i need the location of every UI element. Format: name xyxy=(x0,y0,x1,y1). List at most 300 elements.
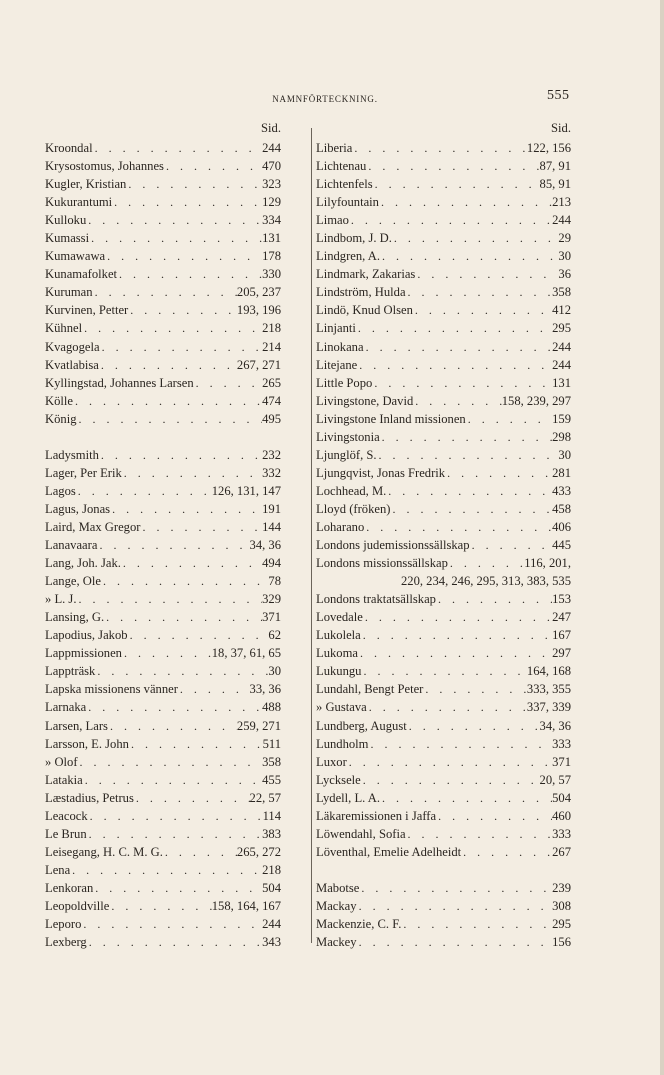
dot-leader xyxy=(81,915,262,933)
entry-pages: 158, 239, 297 xyxy=(501,393,571,408)
entry-name: Lichtenau xyxy=(316,159,367,174)
index-entry xyxy=(316,644,571,662)
dot-leader xyxy=(100,338,263,356)
dot-leader xyxy=(406,825,553,843)
index-entry xyxy=(316,626,571,644)
dot-leader xyxy=(361,626,552,644)
index-entry xyxy=(316,933,571,951)
entry-name: Liberia xyxy=(316,141,353,155)
entry-name: Lena xyxy=(45,862,71,877)
dot-leader xyxy=(361,771,540,789)
entry-pages: 244 xyxy=(552,213,571,228)
dot-leader xyxy=(105,247,262,265)
dot-leader xyxy=(126,175,262,193)
dot-leader xyxy=(352,139,527,157)
entry-name: Lundberg, August xyxy=(316,718,407,733)
entry-name: Lexberg xyxy=(45,935,87,950)
entry-pages: 29 xyxy=(558,231,571,246)
index-entry xyxy=(316,897,571,915)
index-entry xyxy=(45,374,281,392)
index-entry xyxy=(316,283,571,301)
index-entry xyxy=(45,265,281,283)
entry-pages: 358 xyxy=(262,754,281,769)
dot-leader xyxy=(380,789,552,807)
dot-leader xyxy=(93,879,262,897)
dot-leader xyxy=(347,753,552,771)
index-entry xyxy=(316,428,571,446)
entry-name: Livingstone, David xyxy=(316,393,414,408)
column-heading: Sid. xyxy=(551,121,571,135)
entry-pages: 323 xyxy=(262,177,281,192)
entry-name: Kvatlabisa xyxy=(45,357,99,372)
index-entry xyxy=(316,175,571,193)
entry-pages: 34, 36 xyxy=(539,718,571,733)
entry-pages: 191 xyxy=(262,501,281,516)
index-entry xyxy=(316,301,571,319)
entry-name: Little Popo xyxy=(316,375,373,390)
entry-name: Linokana xyxy=(316,339,364,354)
index-entry xyxy=(45,482,281,500)
index-entry xyxy=(316,554,571,572)
entry-pages: 247 xyxy=(552,610,571,625)
index-entry xyxy=(316,843,571,861)
entry-pages: 158, 164, 167 xyxy=(211,898,281,913)
entry-name: Lycksele xyxy=(316,772,361,787)
entry-name: Löwendahl, Sofia xyxy=(316,826,406,841)
index-entry xyxy=(45,193,281,211)
entry-name: Lukoma xyxy=(316,646,358,661)
entry-name: Lager, Per Erik xyxy=(45,465,122,480)
index-entry xyxy=(316,374,571,392)
index-entry xyxy=(45,319,281,337)
entry-name: Lapodius, Jakob xyxy=(45,628,128,643)
entry-name: Kuruman xyxy=(45,285,93,300)
dot-leader xyxy=(110,500,262,518)
entry-pages: 178 xyxy=(262,249,281,264)
index-entry xyxy=(45,771,281,789)
entry-pages: 164, 168 xyxy=(526,664,571,679)
entry-pages: 433 xyxy=(552,483,571,498)
dot-leader xyxy=(112,193,262,211)
dot-leader xyxy=(99,446,262,464)
dot-leader xyxy=(367,698,527,716)
entry-name: Lydell, L. A. xyxy=(316,790,381,805)
index-entry xyxy=(316,518,571,536)
dot-leader xyxy=(415,265,558,283)
entry-name: Larsson, E. John xyxy=(45,736,129,751)
entry-pages: 330 xyxy=(262,267,281,282)
dot-leader xyxy=(407,717,540,735)
entry-name: Kugler, Kristian xyxy=(45,177,127,192)
entry-pages: 474 xyxy=(262,393,281,408)
dot-leader xyxy=(78,753,263,771)
index-entry xyxy=(45,915,281,933)
dot-leader xyxy=(386,482,552,500)
index-entry xyxy=(45,356,281,374)
dot-leader xyxy=(380,428,552,446)
entry-pages: 205, 237 xyxy=(236,285,281,300)
entry-name: Kölle xyxy=(45,393,73,408)
column-heading: Sid. xyxy=(261,121,281,135)
entry-name: Leopoldville xyxy=(45,898,110,913)
dot-leader xyxy=(117,265,262,283)
index-entry xyxy=(316,807,571,825)
dot-leader xyxy=(108,717,237,735)
dot-leader xyxy=(445,464,552,482)
entry-pages: 337, 339 xyxy=(526,700,571,715)
entry-name: Lapska missionens vänner xyxy=(45,682,178,697)
entry-pages: 126, 131, 147 xyxy=(211,483,281,498)
entry-name: Lundholm xyxy=(316,736,369,751)
entry-pages: 30 xyxy=(558,249,571,264)
entry-name: Kukurantumi xyxy=(45,195,113,210)
index-entry xyxy=(316,464,571,482)
index-entry xyxy=(316,698,571,716)
index-entry xyxy=(316,356,571,374)
entry-name: Ladysmith xyxy=(45,447,99,462)
entry-name: Kühnel xyxy=(45,321,83,336)
dot-leader xyxy=(357,933,553,951)
dot-leader xyxy=(406,283,553,301)
index-entry xyxy=(45,229,281,247)
entry-name: Mackay xyxy=(316,898,357,913)
entry-pages: 298 xyxy=(552,429,571,444)
dot-leader xyxy=(88,807,263,825)
entry-name: Le Brun xyxy=(45,826,87,841)
entry-pages: 445 xyxy=(552,538,571,553)
index-entry xyxy=(316,735,571,753)
index-entry xyxy=(316,680,571,698)
dot-leader xyxy=(87,825,262,843)
entry-name: Kumawawa xyxy=(45,249,106,264)
entry-name: Lansing, G. xyxy=(45,610,105,625)
entry-name: Læstadius, Petrus xyxy=(45,790,134,805)
dot-leader xyxy=(99,356,237,374)
index-entry xyxy=(316,139,571,157)
dot-leader xyxy=(134,789,250,807)
entry-pages: 33, 36 xyxy=(249,682,281,697)
entry-pages: 332 xyxy=(262,465,281,480)
index-entry xyxy=(45,590,281,608)
entry-pages: 334 xyxy=(262,213,281,228)
entry-pages: 265, 272 xyxy=(236,844,281,859)
dot-leader xyxy=(164,157,262,175)
entry-pages: 333 xyxy=(552,826,571,841)
entry-name: Krysostomus, Johannes xyxy=(45,159,164,174)
entry-pages: 131 xyxy=(552,375,571,390)
entry-pages: 297 xyxy=(552,646,571,661)
entry-name: Mabotse xyxy=(316,880,360,895)
entry-pages: 22, 57 xyxy=(249,790,281,805)
dot-leader xyxy=(436,590,552,608)
index-entry xyxy=(45,608,281,626)
index-entry xyxy=(316,247,571,265)
entry-pages: 30 xyxy=(558,447,571,462)
index-entry xyxy=(45,301,281,319)
index-entry xyxy=(45,717,281,735)
entry-name: Lloyd (fröken) xyxy=(316,501,391,516)
entry-pages: 495 xyxy=(262,411,281,426)
entry-name: Kurvinen, Petter xyxy=(45,303,129,318)
dot-leader xyxy=(366,157,539,175)
dot-leader xyxy=(70,861,262,879)
entry-pages: 36 xyxy=(558,267,571,282)
dot-leader xyxy=(461,843,552,861)
dot-leader xyxy=(140,518,262,536)
entry-pages: 412 xyxy=(552,303,571,318)
index-entry xyxy=(316,789,571,807)
entry-name: Lagus, Jonas xyxy=(45,501,111,516)
index-entry xyxy=(316,446,571,464)
index-entry xyxy=(45,807,281,825)
index-entry xyxy=(316,500,571,518)
index-entry xyxy=(45,247,281,265)
entry-name: Kroondal xyxy=(45,141,93,155)
dot-leader xyxy=(349,211,552,229)
dot-leader xyxy=(109,897,211,915)
index-entry xyxy=(45,933,281,951)
entry-pages: 20, 57 xyxy=(539,772,571,787)
index-entry xyxy=(316,825,571,843)
dot-leader xyxy=(82,319,262,337)
dot-leader xyxy=(122,644,212,662)
index-entry xyxy=(316,410,571,428)
entry-name: Lagos xyxy=(45,483,76,498)
dot-leader xyxy=(391,500,553,518)
page-edge xyxy=(660,0,664,1075)
entry-pages: 218 xyxy=(262,862,281,877)
index-column-left xyxy=(45,119,281,951)
entry-name: Mackey xyxy=(316,935,357,950)
entry-name: Ljunglöf, S. xyxy=(316,447,377,462)
dot-leader xyxy=(121,554,262,572)
entry-pages: 213 xyxy=(552,195,571,210)
running-title: NAMNFÖRTECKNING. xyxy=(272,94,378,104)
entry-pages: 265 xyxy=(262,375,281,390)
index-entry xyxy=(316,771,571,789)
index-entry xyxy=(45,554,281,572)
index-entry xyxy=(45,698,281,716)
dot-leader xyxy=(89,229,262,247)
dot-leader xyxy=(470,536,553,554)
entry-pages: 458 xyxy=(552,501,571,516)
entry-list xyxy=(316,139,571,951)
dot-leader xyxy=(466,410,552,428)
index-entry xyxy=(45,392,281,410)
index-entry xyxy=(45,879,281,897)
dot-leader xyxy=(87,933,262,951)
entry-pages: 295 xyxy=(552,917,571,932)
index-entry xyxy=(316,861,571,897)
dot-leader xyxy=(129,735,263,753)
entry-pages: 406 xyxy=(552,519,571,534)
entry-name: Lichtenfels xyxy=(316,177,373,192)
dot-leader xyxy=(379,193,552,211)
entry-name: » Olof xyxy=(45,754,78,769)
entry-pages: 193, 196 xyxy=(236,303,281,318)
entry-name: Leporo xyxy=(45,917,82,932)
index-entry xyxy=(316,265,571,283)
entry-pages: 470 xyxy=(262,159,281,174)
entry-name: Löventhal, Emelie Adelheidt xyxy=(316,844,462,859)
entry-pages: 218 xyxy=(262,321,281,336)
entry-name: Lenkoran xyxy=(45,880,94,895)
dot-leader xyxy=(93,139,263,157)
entry-pages: 62 xyxy=(268,628,281,643)
index-entry xyxy=(45,572,281,590)
entry-name: Lang, Joh. Jak. xyxy=(45,556,121,571)
index-entry xyxy=(45,753,281,771)
index-entry xyxy=(45,500,281,518)
dot-leader xyxy=(401,915,552,933)
column-divider xyxy=(311,128,312,943)
entry-pages: 159 xyxy=(552,411,571,426)
entry-pages: 329 xyxy=(262,592,281,607)
entry-pages: 281 xyxy=(552,465,571,480)
entry-pages: 259, 271 xyxy=(236,718,281,733)
dot-leader xyxy=(97,536,249,554)
entry-pages: 295 xyxy=(552,321,571,336)
dot-leader xyxy=(368,735,552,753)
entry-list xyxy=(45,139,281,951)
dot-leader xyxy=(358,644,552,662)
entry-name: Laird, Max Gregor xyxy=(45,519,141,534)
entry-name: Lappmissionen xyxy=(45,646,122,661)
dot-leader xyxy=(364,518,552,536)
entry-name: Livingstonia xyxy=(316,429,380,444)
entry-pages: 239 xyxy=(552,880,571,895)
entry-pages: 267 xyxy=(552,844,571,859)
entry-name: Läkaremissionen i Jaffa xyxy=(316,808,437,823)
index-entry xyxy=(45,139,281,157)
entry-name: Lovedale xyxy=(316,610,363,625)
index-entry xyxy=(316,590,571,608)
entry-pages: 220, 234, 246, 295, 313, 383, 535 xyxy=(400,574,571,589)
entry-pages: 244 xyxy=(262,917,281,932)
entry-pages: 358 xyxy=(552,285,571,300)
entry-pages: 129 xyxy=(262,195,281,210)
entry-name: Lukungu xyxy=(316,664,362,679)
dot-leader xyxy=(363,608,552,626)
entry-pages: 455 xyxy=(262,772,281,787)
index-entry xyxy=(316,536,571,554)
entry-name: Litejane xyxy=(316,357,358,372)
entry-name: Lundahl, Bengt Peter xyxy=(316,682,424,697)
entry-name: Leacock xyxy=(45,808,88,823)
index-entry xyxy=(316,482,571,500)
entry-name: Lanavaara xyxy=(45,538,98,553)
index-entry xyxy=(45,338,281,356)
entry-pages: 267, 271 xyxy=(236,357,281,372)
entry-name: Lange, Ole xyxy=(45,574,101,589)
index-entry xyxy=(316,229,571,247)
dot-leader xyxy=(128,626,269,644)
index-entry-continuation xyxy=(316,572,571,590)
index-entry xyxy=(316,193,571,211)
dot-leader xyxy=(372,374,552,392)
entry-name: Mackenzie, C. F. xyxy=(316,917,402,932)
index-entry xyxy=(45,843,281,861)
dot-leader xyxy=(423,680,527,698)
dot-leader xyxy=(361,662,526,680)
entry-name: Lochhead, M. xyxy=(316,483,387,498)
entry-name: Lindgren, A. xyxy=(316,249,381,264)
entry-name: Kvagogela xyxy=(45,339,100,354)
dot-leader xyxy=(413,301,552,319)
entry-name: Linjanti xyxy=(316,321,356,336)
dot-leader xyxy=(163,843,237,861)
dot-leader xyxy=(101,572,268,590)
entry-pages: 343 xyxy=(262,935,281,950)
entry-pages: 371 xyxy=(552,754,571,769)
entry-name: Kulloku xyxy=(45,213,87,228)
entry-pages: 371 xyxy=(262,610,281,625)
entry-pages: 244 xyxy=(262,141,281,155)
entry-name: Larnaka xyxy=(45,700,87,715)
entry-pages: 333, 355 xyxy=(526,682,571,697)
index-entry xyxy=(45,897,281,915)
index-entry xyxy=(316,211,571,229)
index-entry xyxy=(45,789,281,807)
index-entry xyxy=(45,428,281,464)
dot-leader xyxy=(178,680,250,698)
dot-leader xyxy=(373,175,540,193)
entry-pages: 30 xyxy=(268,664,281,679)
entry-pages: 167 xyxy=(552,628,571,643)
index-entry xyxy=(316,717,571,735)
entry-pages: 333 xyxy=(552,736,571,751)
entry-pages: 504 xyxy=(262,880,281,895)
dot-leader xyxy=(95,662,268,680)
dot-leader xyxy=(392,229,558,247)
entry-pages: 156 xyxy=(552,935,571,950)
dot-leader xyxy=(436,807,552,825)
index-entry xyxy=(45,861,281,879)
index-entry xyxy=(45,662,281,680)
entry-pages: 131 xyxy=(262,231,281,246)
index-entry xyxy=(316,608,571,626)
dot-leader xyxy=(359,879,552,897)
entry-pages: 494 xyxy=(262,556,281,571)
dot-leader xyxy=(380,247,558,265)
entry-name: Londons judemissionssällskap xyxy=(316,538,470,553)
dot-leader xyxy=(448,554,524,572)
entry-name: Londons missionssällskap xyxy=(316,556,448,571)
entry-name: Limao xyxy=(316,213,349,228)
dot-leader xyxy=(413,392,501,410)
page-number: 555 xyxy=(547,88,570,103)
entry-name: Loharano xyxy=(316,519,365,534)
entry-name: Lukolela xyxy=(316,628,361,643)
entry-pages: 460 xyxy=(552,808,571,823)
entry-pages: 383 xyxy=(262,826,281,841)
entry-pages: 18, 37, 61, 65 xyxy=(211,646,281,661)
entry-name: » L. J. xyxy=(45,592,77,607)
entry-pages: 144 xyxy=(262,519,281,534)
entry-pages: 122, 156 xyxy=(526,141,571,155)
entry-name: Livingstone Inland missionen xyxy=(316,411,466,426)
index-entry xyxy=(316,392,571,410)
index-entry xyxy=(45,211,281,229)
dot-leader xyxy=(356,319,552,337)
entry-name: Londons traktatsällskap xyxy=(316,592,436,607)
index-entry xyxy=(45,644,281,662)
index-entry xyxy=(316,157,571,175)
index-entry xyxy=(316,753,571,771)
index-column-right xyxy=(316,119,571,951)
dot-leader xyxy=(83,771,262,789)
dot-leader xyxy=(128,301,237,319)
